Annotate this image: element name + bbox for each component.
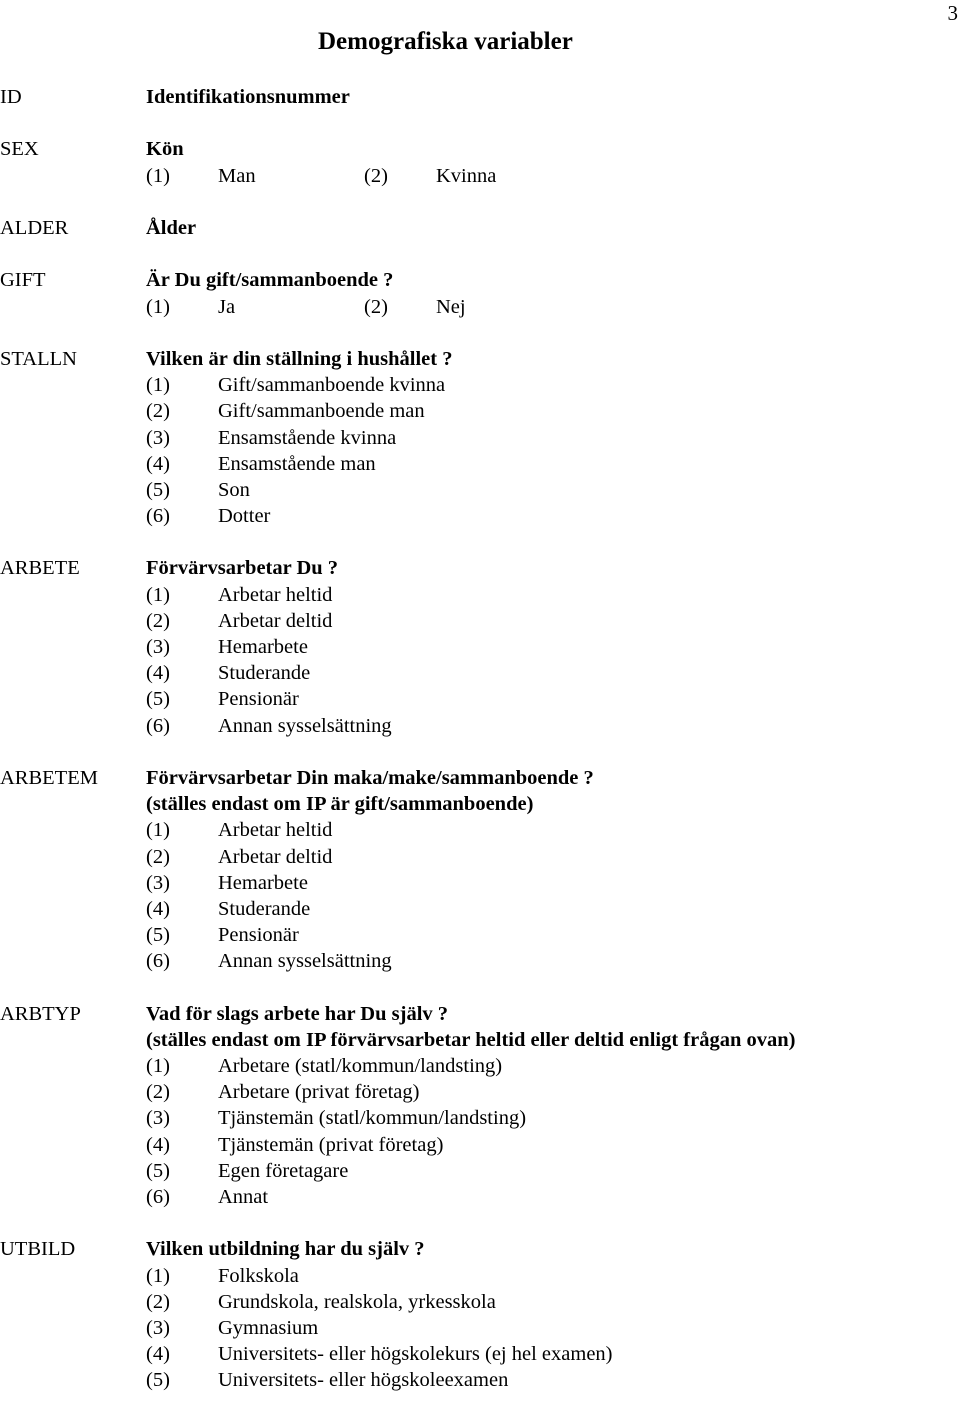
- answer-option: [146, 1079, 960, 1105]
- answer-option: [146, 1132, 960, 1158]
- option-label: Hemarbete: [218, 871, 308, 894]
- option-label: Arbetar deltid: [218, 609, 333, 632]
- option-label: Man: [218, 164, 256, 187]
- option-number: (6): [146, 714, 170, 737]
- option-number: (1): [146, 1055, 170, 1078]
- variable-block: [0, 1001, 960, 1211]
- answer-option: [146, 1158, 960, 1184]
- inline-options-row: [146, 294, 960, 320]
- variable-body: [146, 1236, 960, 1393]
- answer-option: [364, 294, 582, 320]
- option-label: Annat: [218, 1186, 269, 1209]
- option-number: (2): [364, 295, 388, 318]
- answer-option: [364, 163, 582, 189]
- page-number: 3: [947, 1, 958, 25]
- option-number: (2): [146, 1081, 170, 1104]
- answer-option: [146, 163, 364, 189]
- answer-option: [146, 1184, 960, 1210]
- answer-option: [146, 582, 960, 608]
- variable-block: [0, 346, 960, 529]
- variable-block: [0, 136, 960, 188]
- answer-option: [146, 844, 960, 870]
- question-text: Ålder: [146, 216, 197, 239]
- option-label: Arbetar heltid: [218, 583, 333, 606]
- variable-code: ID: [0, 86, 22, 108]
- variable-body: [146, 1001, 960, 1211]
- option-number: (3): [146, 636, 170, 659]
- variable-code: SEX: [0, 138, 39, 161]
- variable-body: [146, 765, 960, 975]
- variable-block: [0, 555, 960, 738]
- option-number: (2): [364, 164, 388, 187]
- answer-option: [146, 451, 960, 477]
- answer-option: [146, 1341, 960, 1367]
- answer-option: [146, 870, 960, 896]
- answer-option: [146, 686, 960, 712]
- variable-code: ALDER: [0, 216, 69, 239]
- answer-option: [146, 294, 364, 320]
- variable-body: [146, 346, 960, 529]
- option-number: (3): [146, 871, 170, 894]
- variable-body: [146, 84, 960, 110]
- answer-option: [146, 608, 960, 634]
- option-label: Kvinna: [436, 164, 497, 187]
- variable-code: GIFT: [0, 269, 46, 292]
- question-text: Vilken utbildning har du själv ?: [146, 1238, 425, 1261]
- answer-option: [146, 503, 960, 529]
- page-title: Demografiska variabler: [318, 28, 573, 55]
- variable-code: STALLN: [0, 347, 77, 370]
- option-label: Egen företagare: [218, 1159, 349, 1182]
- answer-option: [146, 372, 960, 398]
- question-text: Vilken är din ställning i hushållet ?: [146, 347, 453, 370]
- option-number: (1): [146, 295, 170, 318]
- option-number: (5): [146, 924, 170, 947]
- option-number: (5): [146, 1369, 170, 1392]
- answer-option: [146, 1105, 960, 1131]
- option-label: Studerande: [218, 662, 311, 685]
- question-text: Är Du gift/sammanboende ?: [146, 269, 394, 292]
- option-number: (3): [146, 1107, 170, 1130]
- option-label: Dotter: [218, 505, 271, 528]
- variable-code: ARBETE: [0, 557, 80, 580]
- option-label: Nej: [436, 295, 466, 318]
- option-label: Son: [218, 478, 250, 501]
- answer-option: [146, 425, 960, 451]
- answer-option: [146, 922, 960, 948]
- option-number: (5): [146, 1159, 170, 1182]
- option-label: Arbetare (statl/kommun/landsting): [218, 1055, 503, 1078]
- option-label: Ensamstående man: [218, 452, 376, 475]
- variable-body: [146, 555, 960, 738]
- variable-block: [0, 1236, 960, 1393]
- answer-option: [146, 634, 960, 660]
- inline-options-row: [146, 163, 960, 189]
- option-number: (4): [146, 452, 170, 475]
- variable-code: ARBETEM: [0, 766, 98, 789]
- option-label: Gymnasium: [218, 1316, 319, 1339]
- variable-block: [0, 215, 960, 241]
- option-label: Arbetar deltid: [218, 845, 333, 868]
- option-label: Grundskola, realskola, yrkesskola: [218, 1290, 496, 1313]
- option-number: (6): [146, 505, 170, 528]
- answer-option: [146, 896, 960, 922]
- answer-option: [146, 1289, 960, 1315]
- question-text: Identifikationsnummer: [146, 86, 350, 108]
- option-number: (3): [146, 426, 170, 449]
- option-number: (3): [146, 1316, 170, 1339]
- variable-body: [146, 136, 960, 188]
- variable-block: [0, 267, 960, 319]
- variable-list: [0, 84, 960, 1420]
- option-number: (5): [146, 478, 170, 501]
- option-number: (6): [146, 1186, 170, 1209]
- option-number: (5): [146, 688, 170, 711]
- option-label: Arbetar heltid: [218, 819, 333, 842]
- question-text: Kön: [146, 138, 184, 161]
- option-number: (4): [146, 662, 170, 685]
- option-label: Universitets- eller högskoleexamen: [218, 1369, 509, 1392]
- option-number: (2): [146, 845, 170, 868]
- answer-option: [146, 398, 960, 424]
- option-label: Pensionär: [218, 688, 299, 711]
- option-label: Gift/sammanboende kvinna: [218, 374, 446, 397]
- option-number: (1): [146, 1264, 170, 1287]
- option-label: Ja: [218, 295, 236, 318]
- question-text: Förvärvsarbetar Du ?: [146, 557, 339, 580]
- option-label: Annan sysselsättning: [218, 950, 392, 973]
- option-label: Hemarbete: [218, 636, 308, 659]
- answer-option: [146, 1263, 960, 1289]
- option-number: (1): [146, 164, 170, 187]
- answer-option: [146, 1053, 960, 1079]
- variable-body: [146, 215, 960, 241]
- option-number: (2): [146, 609, 170, 632]
- option-label: Arbetare (privat företag): [218, 1081, 420, 1104]
- answer-option: [146, 713, 960, 739]
- question-text: Förvärvsarbetar Din maka/make/sammanboende ?: [146, 766, 594, 789]
- variable-block: [0, 765, 960, 975]
- answer-option: [146, 1367, 960, 1393]
- question-text: (ställes endast om IP är gift/sammanboende): [146, 793, 534, 816]
- variable-block: [0, 84, 960, 110]
- answer-option: [146, 817, 960, 843]
- option-number: (4): [146, 897, 170, 920]
- option-number: (4): [146, 1133, 170, 1156]
- option-label: Tjänstemän (privat företag): [218, 1133, 444, 1156]
- option-label: Ensamstående kvinna: [218, 426, 397, 449]
- option-label: Folkskola: [218, 1264, 299, 1287]
- question-text: Vad för slags arbete har Du själv ?: [146, 1002, 449, 1025]
- variable-code: UTBILD: [0, 1238, 76, 1261]
- option-number: (1): [146, 819, 170, 842]
- option-label: Pensionär: [218, 924, 299, 947]
- option-label: Tjänstemän (statl/kommun/landsting): [218, 1107, 527, 1130]
- question-text: (ställes endast om IP förvärvsarbetar heltid eller deltid enligt frågan ovan): [146, 1028, 796, 1051]
- option-number: (2): [146, 1290, 170, 1313]
- option-number: (6): [146, 950, 170, 973]
- option-number: (1): [146, 374, 170, 397]
- option-label: Studerande: [218, 897, 311, 920]
- answer-option: [146, 948, 960, 974]
- option-label: Universitets- eller högskolekurs (ej hel examen): [218, 1343, 613, 1366]
- answer-option: [146, 477, 960, 503]
- option-number: (2): [146, 400, 170, 423]
- option-label: Gift/sammanboende man: [218, 400, 425, 423]
- variable-body: [146, 267, 960, 319]
- option-label: Annan sysselsättning: [218, 714, 392, 737]
- answer-option: [146, 660, 960, 686]
- option-number: (1): [146, 583, 170, 606]
- option-number: (4): [146, 1343, 170, 1366]
- variable-code: ARBTYP: [0, 1002, 81, 1025]
- answer-option: [146, 1315, 960, 1341]
